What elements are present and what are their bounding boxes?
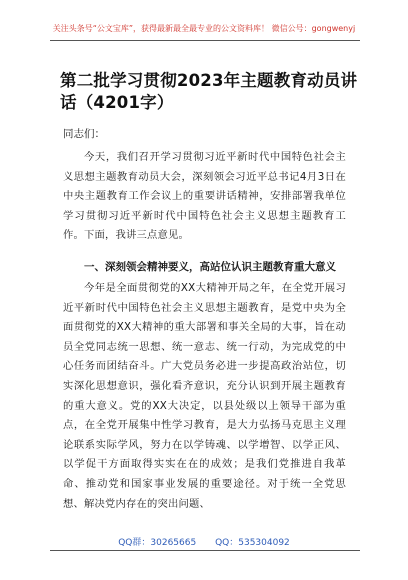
footer-qq-group: QQ群：30265665 <box>118 538 197 548</box>
section-heading: 一、深刻领会精神要义，高站位认识主题教育重大意义 <box>84 261 336 273</box>
salutation: 同志们： <box>63 128 105 140</box>
document-title: 第二批学习贯彻2023年主题教育动员讲话（4201字） <box>60 71 358 112</box>
footer-divider <box>50 550 360 551</box>
footer-contact <box>0 535 408 548</box>
paragraph-body: 今年是全面贯彻党的XX大精神开局之年，在全党开展习近平新时代中国特色社会主义思想主题教育，是党中央为全面贯彻党的XX大精神的重大部署和事关全局的大事，旨在动员全党同志统一思想、统一意志、统一行动，为完成党的中心任务而团结奋斗。广大党员务必进一步提高政治站位，切实深化思想意识，强化看齐意识，充分认识到开展主题教育的重大意义。党的XX大决定，以县处级以上领导干部为重点，在全党开展集中性学习教育，是大力弘扬马克思主义理论联系实际学风，努力在以学铸魂、以学增智、以学正风、以学促干方面取得实实在在的成效；是我们党推进自我革命、推动党和国家事业发展的重要途径。对于统一全党思想、解决党内存在的突出问题、 <box>63 282 346 510</box>
header-notice: 关注头条号“公文宝库”，获得最新最全最专业的公文资料库！ 微信公号：gongwenyj <box>52 24 356 33</box>
header-divider <box>50 40 360 41</box>
footer-qq: QQ：535304092 <box>215 538 290 548</box>
paragraph-intro: 今天，我们召开学习贯彻习近平新时代中国特色社会主义思想主题教育动员大会，深刻领会习近平总书记4月3日在中央主题教育工作会议上的重要讲话精神，安排部署我单位学习贯彻习近平新时代中国特色社会主义思想主题教育工作。下面，我讲三点意见。 <box>63 151 346 242</box>
